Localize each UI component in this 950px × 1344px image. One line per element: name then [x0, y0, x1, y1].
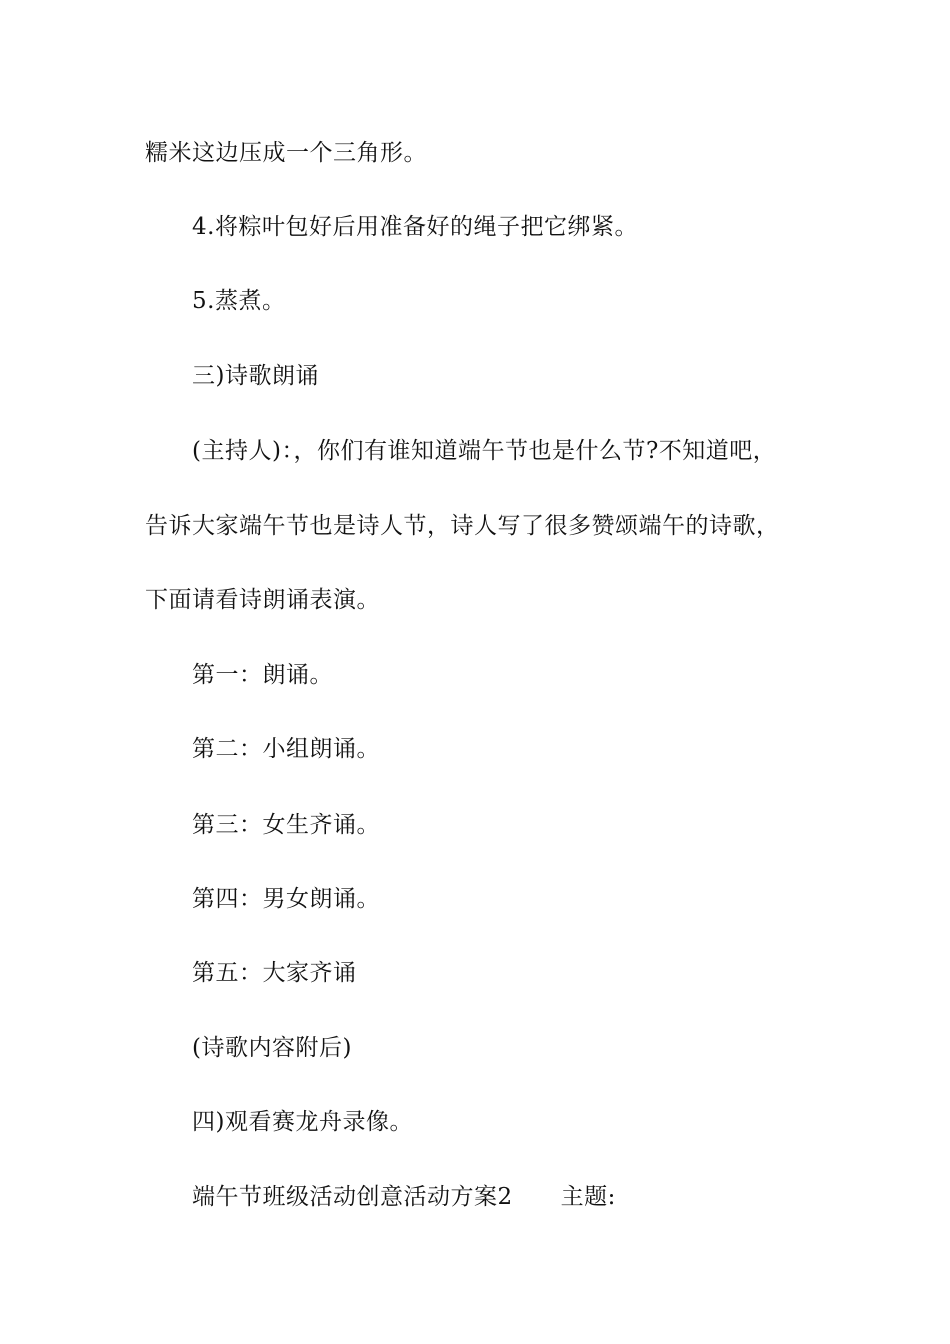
list-item: 第一：朗诵。	[192, 662, 333, 688]
topic-label: 主题:	[560, 1184, 616, 1210]
list-item: 第三：女生齐诵。	[192, 812, 380, 838]
paragraph-line: 4.将粽叶包好后用准备好的绳子把它绑紧。	[192, 214, 638, 240]
paragraph-line: 告诉大家端午节也是诗人节，诗人写了很多赞颂端午的诗歌，	[145, 513, 780, 539]
list-item: 第四：男女朗诵。	[192, 886, 380, 912]
paragraph-line: 下面请看诗朗诵表演。	[145, 587, 380, 613]
final-line	[192, 1182, 616, 1212]
paragraph-line: 5.蒸煮。	[192, 288, 286, 314]
paragraph-line: (诗歌内容附后)	[192, 1035, 352, 1061]
paragraph-line: (主持人)：，你们有谁知道端午节也是什么节?不知道吧，	[192, 438, 777, 464]
list-item: 第五：大家齐诵	[192, 960, 357, 986]
paragraph-line: 糯米这边压成一个三角形。	[145, 140, 427, 166]
section-heading: 四)观看赛龙舟录像。	[192, 1109, 413, 1135]
list-item: 第二：小组朗诵。	[192, 736, 380, 762]
section-heading: 三)诗歌朗诵	[192, 363, 319, 389]
document-title: 端午节班级活动创意活动方案2	[192, 1184, 513, 1210]
